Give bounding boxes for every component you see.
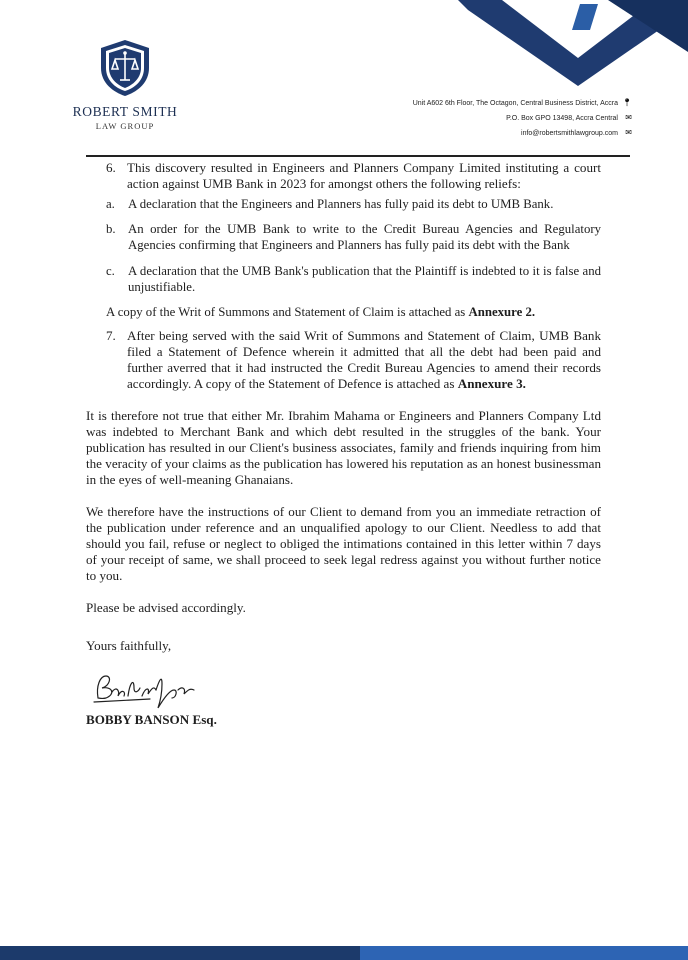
- numbered-item-7: [106, 328, 601, 392]
- address-text: Unit A602 6th Floor, The Octagon, Central Business District, Accra: [412, 100, 618, 107]
- annexure-2-note: [106, 304, 601, 320]
- annexure-2-text: A copy of the Writ of Summons and Statement of Claim is attached as: [106, 305, 469, 319]
- header-decoration: [458, 0, 688, 90]
- header-divider: [86, 155, 630, 157]
- footer-bar: [0, 946, 688, 960]
- item-text: After being served with the said Writ of Summons and Statement of Claim, UMB Bank filed a Statement of Defence wherein it admitted that all the debt had been paid and further averred that it had instructed the Credit Bureau Agencies to amend their records accordingly. A copy of the Statement of Defence is attached as: [127, 328, 601, 391]
- contact-block: [413, 96, 632, 141]
- signatory-name: BOBBY BANSON Esq.: [86, 712, 217, 727]
- envelope-icon: ✉: [625, 128, 632, 137]
- email-line: [413, 126, 632, 141]
- paragraph-1: It is therefore not true that either Mr. Ibrahim Mahama or Engineers and Planners Company Ltd was indebted to Merchant Bank and which debt resulted in the struggles of the bank. Your publication has resulted in our Client's business associates, family and friends inquiring from him the veracity of your claims as the publication has lowered his reputation as an honest businessman in the eyes of well-meaning Ghanaians.: [86, 408, 601, 487]
- relief-letter: a.: [106, 197, 115, 211]
- mailbox-icon: ✉: [625, 113, 632, 122]
- email-text: info@robertsmithlawgroup.com: [521, 130, 618, 137]
- firm-subtitle: LAW GROUP: [95, 121, 155, 131]
- firm-name: ROBERT SMITH: [72, 104, 178, 119]
- relief-text: A declaration that the Engineers and Planners has fully paid its debt to UMB Bank.: [128, 197, 554, 211]
- annexure-2-label: Annexure 2.: [468, 305, 536, 319]
- handwritten-signature: [90, 668, 200, 710]
- paragraph-3: Please be advised accordingly.: [86, 600, 246, 615]
- relief-a: [106, 196, 601, 212]
- annexure-3-label: Annexure 3.: [457, 376, 526, 391]
- relief-letter: c.: [106, 264, 115, 278]
- numbered-item-6: [106, 160, 601, 192]
- relief-letter: b.: [106, 222, 116, 236]
- po-box-line: [413, 111, 632, 126]
- map-pin-icon: 📍︎: [622, 98, 633, 107]
- item-text-wrap: [127, 328, 601, 392]
- po-box-text: P.O. Box GPO 13498, Accra Central: [506, 115, 618, 122]
- closing-salutation: Yours faithfully,: [86, 638, 172, 653]
- item-text: This discovery resulted in Engineers and Planners Company Limited instituting a court action against UMB Bank in 2023 for amongst others the following reliefs:: [127, 160, 601, 191]
- address-line: [413, 96, 632, 111]
- relief-text: A declaration that the UMB Bank's publication that the Plaintiff is indebted to it is false and unjustifiable.: [128, 264, 601, 294]
- paragraph-2: We therefore have the instructions of our Client to demand from you an immediate retraction of the publication under reference and an unqualified apology to our Client. Needless to add that should you fail, refuse or neglect to obliged the intimations contained in this letter within 7 days of your receipt of same, we shall proceed to seek legal redress against you without further notice to you.: [86, 504, 601, 583]
- firm-logo: [55, 38, 195, 131]
- relief-b: [106, 221, 601, 253]
- scales-of-justice-icon: [97, 38, 153, 98]
- relief-text: An order for the UMB Bank to write to the Credit Bureau Agencies and Regulatory Agencies confirming that Engineers and Planners has fully paid its debt with the Bank: [128, 222, 601, 252]
- letter-body: [86, 160, 601, 728]
- item-number: 6.: [106, 160, 116, 175]
- item-number: 7.: [106, 328, 116, 343]
- relief-c: [106, 263, 601, 295]
